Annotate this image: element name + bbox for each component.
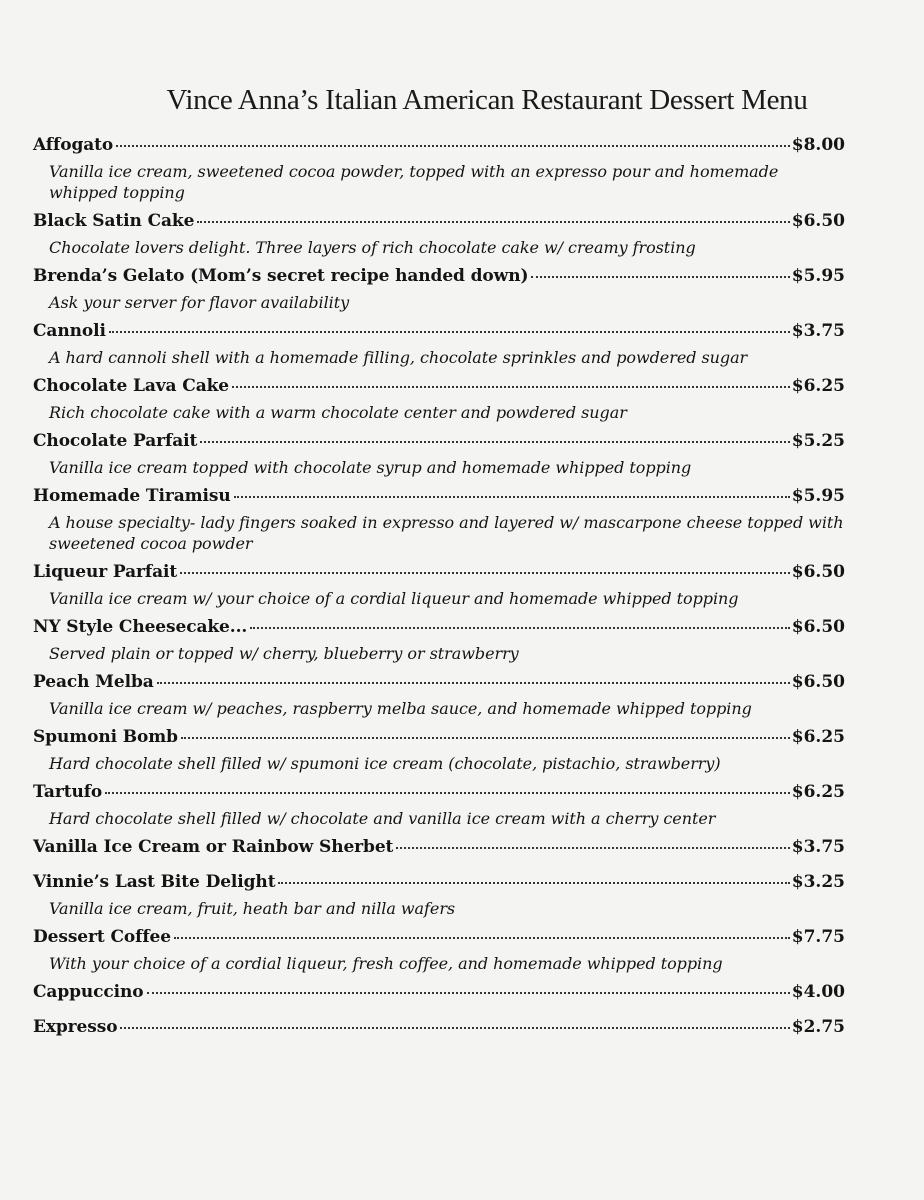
menu-item-name: Chocolate Parfait bbox=[33, 431, 198, 451]
menu-item-description: Chocolate lovers delight. Three layers of rich chocolate cake w/ creamy frosting bbox=[49, 238, 696, 257]
menu-item bbox=[33, 926, 845, 974]
menu-item-row bbox=[33, 871, 845, 894]
menu-item-row bbox=[33, 671, 845, 694]
dot-leader bbox=[116, 145, 790, 147]
dot-leader bbox=[531, 276, 789, 278]
dot-leader bbox=[250, 627, 790, 629]
menu-list bbox=[33, 134, 845, 1051]
menu-item-row bbox=[33, 210, 845, 233]
menu-item-price: $6.50 bbox=[791, 562, 845, 582]
menu-item-name: Dessert Coffee bbox=[33, 927, 171, 947]
menu-item-name: Expresso bbox=[33, 1017, 118, 1037]
menu-item-description: Vanilla ice cream topped with chocolate syrup and homemade whipped topping bbox=[49, 458, 692, 477]
menu-item-name: NY Style Cheesecake... bbox=[33, 617, 248, 637]
menu-item-description: A hard cannoli shell with a homemade filling, chocolate sprinkles and powdered sugar bbox=[49, 348, 748, 367]
menu-item bbox=[33, 981, 845, 1004]
menu-item-row bbox=[33, 561, 845, 584]
dot-leader bbox=[180, 572, 790, 574]
menu-item-price: $2.75 bbox=[791, 1017, 845, 1037]
menu-title-text: Vince Anna’s Italian American Restaurant Dessert Menu bbox=[166, 84, 808, 116]
menu-item-row bbox=[33, 134, 845, 157]
menu-item bbox=[33, 836, 845, 859]
menu-item-name: Homemade Tiramisu bbox=[33, 486, 231, 506]
dot-leader bbox=[157, 682, 790, 684]
menu-item-price: $6.50 bbox=[791, 617, 845, 637]
menu-item-name: Vanilla Ice Cream or Rainbow Sherbet bbox=[33, 837, 394, 857]
menu-item-row bbox=[33, 726, 845, 749]
menu-item-row bbox=[33, 485, 845, 508]
menu-item-price: $5.25 bbox=[791, 431, 845, 451]
menu-item-name: Affogato bbox=[33, 135, 114, 155]
menu-item-price: $6.25 bbox=[791, 376, 845, 396]
menu-item bbox=[33, 1016, 845, 1039]
dot-leader bbox=[200, 441, 790, 443]
menu-item bbox=[33, 320, 845, 368]
dot-leader bbox=[105, 792, 790, 794]
menu-title bbox=[0, 84, 924, 117]
menu-item bbox=[33, 134, 845, 203]
menu-item bbox=[33, 485, 845, 554]
menu-item-row bbox=[33, 981, 845, 1004]
menu-item-row bbox=[33, 430, 845, 453]
menu-item-row bbox=[33, 265, 845, 288]
dot-leader bbox=[232, 386, 790, 388]
menu-item-price: $6.50 bbox=[791, 672, 845, 692]
menu-item-name: Peach Melba bbox=[33, 672, 154, 692]
menu-item-description: Vanilla ice cream, sweetened cocoa powder, topped with an expresso pour and homemade whipped topping bbox=[49, 162, 779, 202]
menu-item-name: Black Satin Cake bbox=[33, 211, 195, 231]
menu-item-row bbox=[33, 1016, 845, 1039]
menu-item-description: Hard chocolate shell filled w/ spumoni ice cream (chocolate, pistachio, strawberry) bbox=[49, 754, 721, 773]
menu-item-price: $3.75 bbox=[791, 837, 845, 857]
menu-item-row bbox=[33, 926, 845, 949]
menu-item-price: $6.25 bbox=[791, 727, 845, 747]
menu-item bbox=[33, 430, 845, 478]
menu-item-price: $8.00 bbox=[791, 135, 845, 155]
menu-item-name: Vinnie’s Last Bite Delight bbox=[33, 872, 276, 892]
menu-item bbox=[33, 616, 845, 664]
menu-item-description: Ask your server for flavor availability bbox=[49, 293, 350, 312]
menu-item-name: Cannoli bbox=[33, 321, 106, 341]
menu-item-price: $6.50 bbox=[791, 211, 845, 231]
menu-item-price: $5.95 bbox=[791, 266, 845, 286]
menu-item-row bbox=[33, 375, 845, 398]
dot-leader bbox=[174, 937, 790, 939]
dot-leader bbox=[120, 1027, 789, 1029]
menu-item-price: $3.25 bbox=[791, 872, 845, 892]
dot-leader bbox=[109, 331, 790, 333]
menu-item-name: Spumoni Bomb bbox=[33, 727, 178, 747]
menu-item-name: Chocolate Lava Cake bbox=[33, 376, 229, 396]
menu-item-name: Cappuccino bbox=[33, 982, 144, 1002]
dot-leader bbox=[197, 221, 789, 223]
menu-item bbox=[33, 726, 845, 774]
menu-item bbox=[33, 781, 845, 829]
menu-item-row bbox=[33, 781, 845, 804]
menu-item-description: Vanilla ice cream w/ your choice of a cordial liqueur and homemade whipped topping bbox=[49, 589, 739, 608]
menu-item bbox=[33, 265, 845, 313]
menu-item-description: A house specialty- lady fingers soaked in expresso and layered w/ mascarpone cheese topped with sweetened cocoa powder bbox=[49, 513, 844, 553]
menu-item bbox=[33, 210, 845, 258]
menu-item bbox=[33, 871, 845, 919]
menu-item-row bbox=[33, 616, 845, 639]
menu-item-description: With your choice of a cordial liqueur, fresh coffee, and homemade whipped topping bbox=[49, 954, 723, 973]
menu-item bbox=[33, 375, 845, 423]
menu-item-description: Vanilla ice cream, fruit, heath bar and nilla wafers bbox=[49, 899, 456, 918]
menu-item bbox=[33, 671, 845, 719]
dot-leader bbox=[396, 847, 789, 849]
menu-item-name: Brenda’s Gelato (Mom’s secret recipe handed down) bbox=[33, 266, 529, 286]
menu-item-row bbox=[33, 320, 845, 343]
menu-item-name: Liqueur Parfait bbox=[33, 562, 178, 582]
menu-item-price: $3.75 bbox=[791, 321, 845, 341]
menu-item-price: $7.75 bbox=[791, 927, 845, 947]
menu-item-description: Vanilla ice cream w/ peaches, raspberry melba sauce, and homemade whipped topping bbox=[49, 699, 752, 718]
dot-leader bbox=[234, 496, 790, 498]
dot-leader bbox=[278, 882, 789, 884]
menu-item bbox=[33, 561, 845, 609]
dot-leader bbox=[147, 992, 790, 994]
dot-leader bbox=[181, 737, 790, 739]
menu-item-row bbox=[33, 836, 845, 859]
menu-item-description: Hard chocolate shell filled w/ chocolate and vanilla ice cream with a cherry center bbox=[49, 809, 716, 828]
menu-item-description: Rich chocolate cake with a warm chocolate center and powdered sugar bbox=[49, 403, 627, 422]
menu-item-price: $6.25 bbox=[791, 782, 845, 802]
menu-item-price: $4.00 bbox=[791, 982, 845, 1002]
menu-item-name: Tartufo bbox=[33, 782, 103, 802]
menu-item-description: Served plain or topped w/ cherry, blueberry or strawberry bbox=[49, 644, 519, 663]
menu-item-price: $5.95 bbox=[791, 486, 845, 506]
